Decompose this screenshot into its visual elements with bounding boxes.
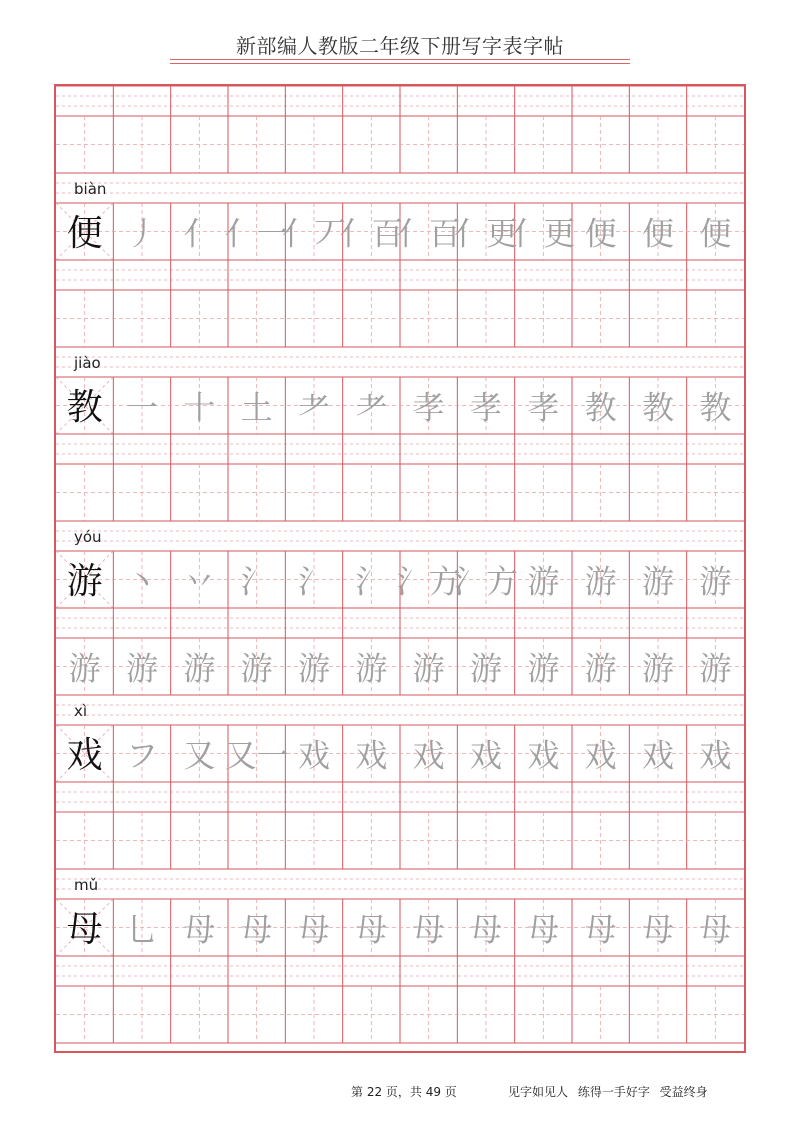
stroke-order-character: 孝 [412,388,445,427]
stroke-order-character: 母 [183,910,216,949]
pinyin-label: yóu [74,528,102,546]
title-rule-bottom [170,63,630,64]
title-rule-top [170,59,630,60]
stroke-order-character: フ [125,736,159,775]
stroke-order-character: 耂 [297,388,331,427]
pinyin-label: biàn [74,180,107,198]
page-title: 新部编人教版二年级下册写字表字帖 [236,34,564,58]
stroke-order-character: 教 [699,388,732,427]
stroke-order-character: 氵 [297,562,331,601]
stroke-order-character: 游 [584,562,617,601]
stroke-order-character: 戏 [584,736,617,775]
stroke-order-character: 土 [240,388,273,427]
stroke-order-character: 母 [240,910,273,949]
stroke-order-character: 便 [641,214,675,253]
stroke-order-character: 母 [527,910,560,949]
stroke-order-character: 丷 [183,562,216,601]
stroke-order-character: 一 [125,388,159,427]
trace-character: 游 [527,649,560,688]
pinyin-label: xì [74,702,88,720]
stroke-order-character: 亻丆 [281,214,347,253]
stroke-order-character: 戏 [527,736,560,775]
pinyin-label: jiào [74,354,101,372]
stroke-order-character: 氵方 [396,562,461,601]
stroke-order-character: 氵方 [453,562,519,601]
trace-character: 游 [412,649,445,688]
stroke-order-character: 十 [183,388,216,427]
footer-motto: 见字如见人 练得一手好字 受益终身 [508,1085,708,1099]
trace-character: 游 [699,649,732,688]
trace-character: 游 [584,649,617,688]
stroke-order-character: 教 [584,388,617,427]
trace-character: 游 [355,649,388,688]
stroke-order-character: 丶 [125,562,159,601]
page-number: 第 22 页，共 49 页 [351,1085,457,1099]
stroke-order-character: 母 [699,910,732,949]
stroke-order-character: 又 [183,736,216,775]
model-character: 戏 [66,735,103,776]
stroke-order-character: 戏 [699,736,732,775]
trace-character: 游 [183,649,216,688]
trace-character: 游 [469,649,503,688]
pinyin-label: mǔ [74,876,99,894]
stroke-order-character: 便 [584,214,617,253]
stroke-order-character: 亻 [183,214,216,253]
stroke-order-character: 戏 [412,736,445,775]
trace-character: 游 [641,649,675,688]
stroke-order-character: 教 [641,388,675,427]
stroke-order-character: 母 [641,910,675,949]
stroke-order-character: 戏 [297,736,331,775]
trace-character: 游 [68,649,101,688]
stroke-order-character: 丿 [125,214,159,253]
trace-character: 游 [297,649,331,688]
stroke-order-character: 戏 [355,736,388,775]
stroke-order-character: 又一 [224,736,289,775]
model-character: 便 [66,213,103,254]
stroke-order-character: 乚 [125,910,159,949]
stroke-order-character: 游 [527,562,560,601]
stroke-order-character: 亻百 [339,214,404,253]
stroke-order-character: 便 [699,214,732,253]
stroke-order-character: 母 [584,910,617,949]
model-character: 游 [66,561,103,602]
trace-character: 游 [125,649,159,688]
stroke-order-character: 游 [641,562,675,601]
stroke-order-character: 氵 [240,562,273,601]
stroke-order-character: 亻更 [511,214,576,253]
stroke-order-character: 孝 [527,388,560,427]
practice-grid [56,86,744,1051]
stroke-order-character: 戏 [641,736,675,775]
stroke-order-character: 母 [412,910,445,949]
stroke-order-character: 游 [699,562,732,601]
stroke-order-character: 母 [297,910,331,949]
stroke-order-character: 母 [355,910,388,949]
stroke-order-character: 戏 [469,736,503,775]
stroke-order-character: 亻更 [453,214,519,253]
stroke-order-character: 母 [469,910,503,949]
practice-sheet [54,84,746,1053]
stroke-order-character: 氵 [355,562,388,601]
stroke-order-character: 亻一 [224,214,289,253]
stroke-order-character: 亻百 [396,214,461,253]
stroke-order-character: 孝 [469,388,503,427]
model-character: 教 [66,387,103,428]
stroke-order-character: 耂 [355,388,388,427]
trace-character: 游 [240,649,273,688]
model-character: 母 [66,909,103,950]
